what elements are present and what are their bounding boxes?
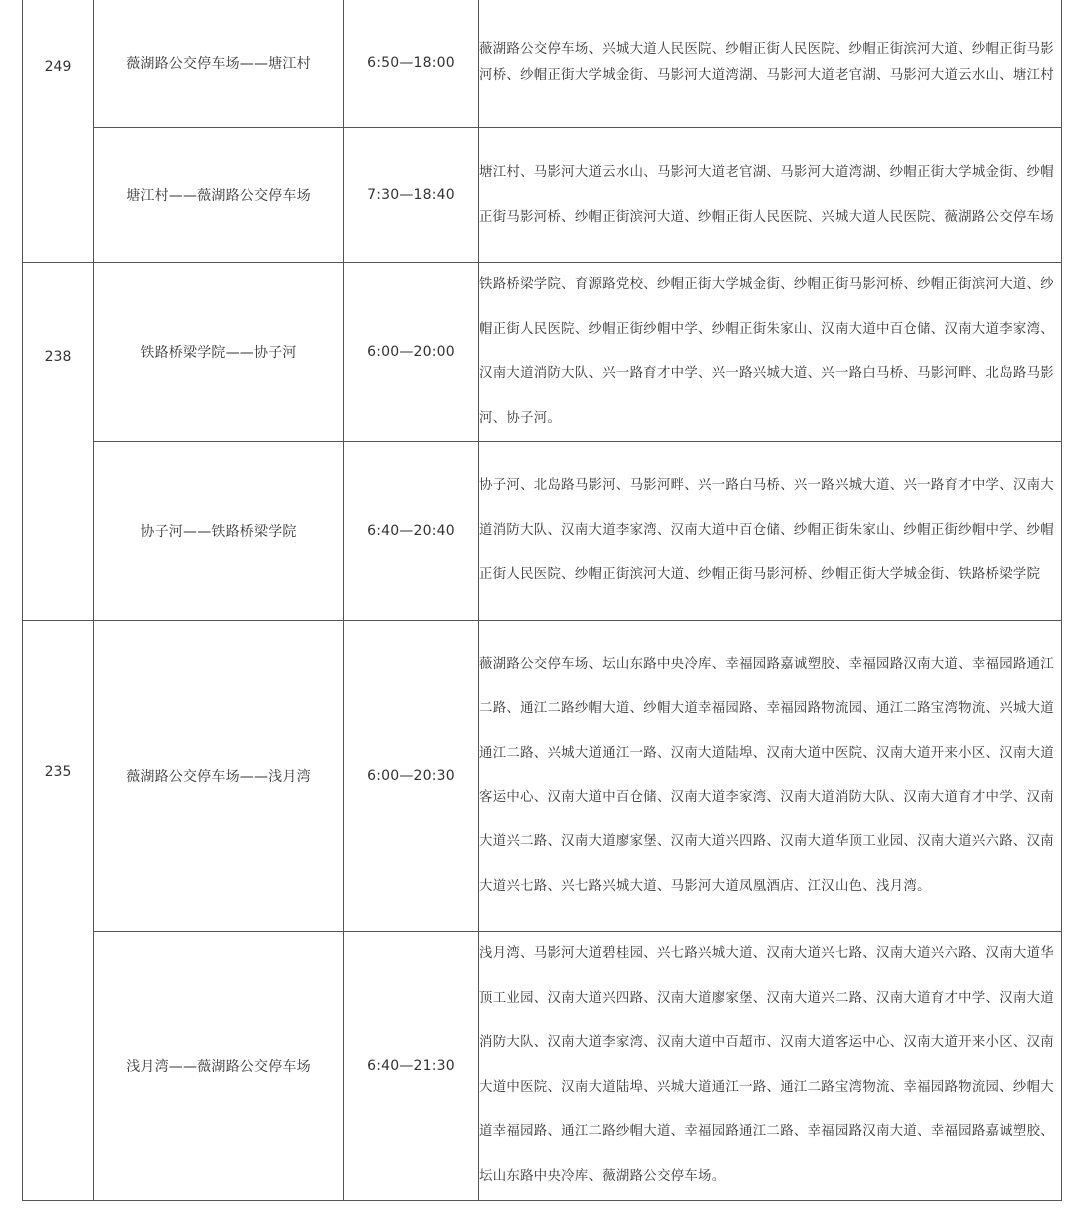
route-direction: 薇湖路公交停车场——浅月湾 <box>94 621 344 932</box>
table-row <box>23 442 1062 621</box>
stop-list: 浅月湾、马影河大道碧桂园、兴七路兴城大道、汉南大道兴七路、汉南大道兴六路、汉南大道华顶工业园、汉南大道兴四路、汉南大道廖家堡、汉南大道兴二路、汉南大道育才中学、汉南大道消防大队、汉南大道李家湾、汉南大道中百超市、汉南大道客运中心、汉南大道开来小区、汉南大道中医院、汉南大道陆埠、兴城大道通江一路、通江二路宝湾物流、幸福园路物流园、纱帽大道幸福园路、通江二路纱帽大道、幸福园路通江二路、幸福园路汉南大道、幸福园路嘉诚塑胶、坛山东路中央冷库、薇湖路公交停车场。 <box>479 932 1062 1201</box>
stop-list: 铁路桥梁学院、育源路党校、纱帽正街大学城金街、纱帽正街马影河桥、纱帽正街滨河大道、纱帽正街人民医院、纱帽正街纱帽中学、纱帽正街朱家山、汉南大道中百仓储、汉南大道李家湾、汉南大道消防大队、兴一路育才中学、兴一路兴城大道、兴一路白马桥、马影河畔、北岛路马影河、协子河。 <box>479 263 1062 442</box>
route-number: 249 <box>44 58 72 75</box>
service-hours: 7:30—18:40 <box>344 128 479 263</box>
table-row <box>23 0 1062 128</box>
route-direction: 协子河——铁路桥梁学院 <box>94 442 344 621</box>
route-number-cell <box>23 621 94 1201</box>
stop-list: 塘江村、马影河大道云水山、马影河大道老官湖、马影河大道湾湖、纱帽正街大学城金街、纱帽正街马影河桥、纱帽正街滨河大道、纱帽正街人民医院、兴城大道人民医院、薇湖路公交停车场 <box>479 128 1062 263</box>
table-row <box>23 263 1062 442</box>
service-hours: 6:00—20:30 <box>344 621 479 932</box>
stop-list: 薇湖路公交停车场、坛山东路中央冷库、幸福园路嘉诚塑胶、幸福园路汉南大道、幸福园路通江二路、通江二路纱帽大道、纱帽大道幸福园路、幸福园路物流园、通江二路宝湾物流、兴城大道通江二路、兴城大道通江一路、汉南大道陆埠、汉南大道中医院、汉南大道开来小区、汉南大道客运中心、汉南大道中百仓储、汉南大道李家湾、汉南大道消防大队、汉南大道育才中学、汉南大道兴二路、汉南大道廖家堡、汉南大道兴四路、汉南大道华顶工业园、汉南大道兴六路、汉南大道兴七路、兴七路兴城大道、马影河大道凤凰酒店、江汉山色、浅月湾。 <box>479 621 1062 932</box>
table-row <box>23 932 1062 1201</box>
route-direction: 铁路桥梁学院——协子河 <box>94 263 344 442</box>
route-direction: 塘江村——薇湖路公交停车场 <box>94 128 344 263</box>
service-hours: 6:00—20:00 <box>344 263 479 442</box>
route-number-cell <box>23 0 94 263</box>
service-hours: 6:40—20:40 <box>344 442 479 621</box>
table-row <box>23 621 1062 932</box>
stop-list: 薇湖路公交停车场、兴城大道人民医院、纱帽正街人民医院、纱帽正街滨河大道、纱帽正街马影河桥、纱帽正街大学城金街、马影河大道湾湖、马影河大道老官湖、马影河大道云水山、塘江村 <box>479 0 1062 128</box>
table-row <box>23 128 1062 263</box>
service-hours: 6:50—18:00 <box>344 0 479 128</box>
stop-list: 协子河、北岛路马影河、马影河畔、兴一路白马桥、兴一路兴城大道、兴一路育才中学、汉南大道消防大队、汉南大道李家湾、汉南大道中百仓储、纱帽正街朱家山、纱帽正街纱帽中学、纱帽正街人民医院、纱帽正街滨河大道、纱帽正街马影河桥、纱帽正街大学城金街、铁路桥梁学院 <box>479 442 1062 621</box>
route-number-cell <box>23 263 94 621</box>
route-number: 238 <box>44 349 72 365</box>
route-number: 235 <box>44 763 72 780</box>
bus-route-table <box>22 0 1062 1201</box>
service-hours: 6:40—21:30 <box>344 932 479 1201</box>
route-direction: 浅月湾——薇湖路公交停车场 <box>94 932 344 1201</box>
route-direction: 薇湖路公交停车场——塘江村 <box>94 0 344 128</box>
